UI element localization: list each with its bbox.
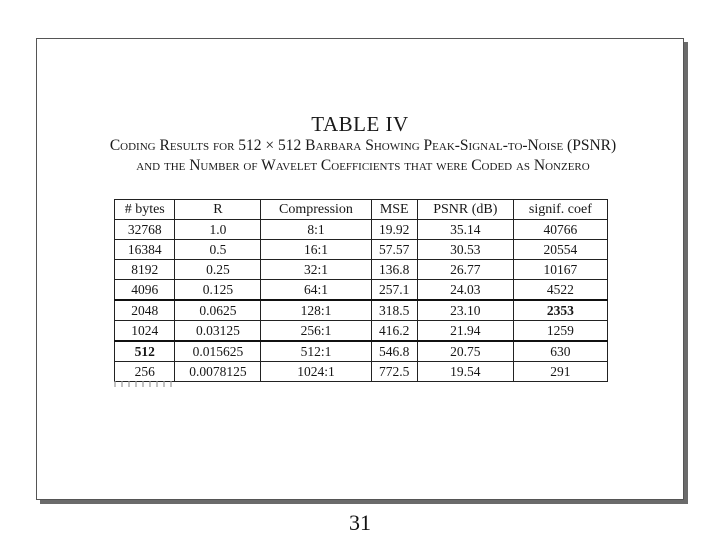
cell-rate: 0.0625 <box>175 300 261 321</box>
cell-bytes: 256 <box>115 362 175 382</box>
header-mse: MSE <box>371 200 417 220</box>
cell-signif-coef: 10167 <box>513 260 607 280</box>
table-row <box>115 240 608 260</box>
cell-signif-coef: 291 <box>513 362 607 382</box>
cell-psnr: 35.14 <box>417 220 513 240</box>
cell-signif-coef: 2353 <box>513 300 607 321</box>
cell-bytes: 512 <box>115 341 175 362</box>
table-header-row <box>115 200 608 220</box>
cell-signif-coef: 20554 <box>513 240 607 260</box>
table-row <box>115 300 608 321</box>
coding-results-table <box>114 199 608 382</box>
table-row <box>115 220 608 240</box>
cell-compression: 64:1 <box>261 280 371 301</box>
scan-artifact <box>114 381 174 387</box>
cell-compression: 1024:1 <box>261 362 371 382</box>
cell-rate: 0.125 <box>175 280 261 301</box>
cell-rate: 1.0 <box>175 220 261 240</box>
cell-compression: 256:1 <box>261 321 371 342</box>
cell-bytes: 16384 <box>115 240 175 260</box>
cell-rate: 0.03125 <box>175 321 261 342</box>
header-bytes: # bytes <box>115 200 175 220</box>
cell-signif-coef: 4522 <box>513 280 607 301</box>
cell-rate: 0.5 <box>175 240 261 260</box>
cell-psnr: 20.75 <box>417 341 513 362</box>
table-row <box>115 280 608 301</box>
table-row <box>115 260 608 280</box>
header-rate: R <box>175 200 261 220</box>
cell-mse: 257.1 <box>371 280 417 301</box>
header-compression: Compression <box>261 200 371 220</box>
cell-compression: 8:1 <box>261 220 371 240</box>
table-title: TABLE IV <box>311 112 409 136</box>
cell-bytes: 4096 <box>115 280 175 301</box>
cell-mse: 318.5 <box>371 300 417 321</box>
cell-signif-coef: 1259 <box>513 321 607 342</box>
cell-psnr: 21.94 <box>417 321 513 342</box>
cell-mse: 57.57 <box>371 240 417 260</box>
cell-psnr: 26.77 <box>417 260 513 280</box>
cell-rate: 0.25 <box>175 260 261 280</box>
cell-mse: 416.2 <box>371 321 417 342</box>
cell-compression: 16:1 <box>261 240 371 260</box>
cell-compression: 512:1 <box>261 341 371 362</box>
cell-mse: 546.8 <box>371 341 417 362</box>
table-container <box>114 199 608 380</box>
cell-psnr: 19.54 <box>417 362 513 382</box>
table-row <box>115 321 608 342</box>
cell-rate: 0.0078125 <box>175 362 261 382</box>
cell-bytes: 2048 <box>115 300 175 321</box>
cell-signif-coef: 40766 <box>513 220 607 240</box>
header-psnr: PSNR (dB) <box>417 200 513 220</box>
cell-signif-coef: 630 <box>513 341 607 362</box>
table-row <box>115 341 608 362</box>
cell-compression: 32:1 <box>261 260 371 280</box>
cell-mse: 136.8 <box>371 260 417 280</box>
cell-mse: 772.5 <box>371 362 417 382</box>
table-row <box>115 362 608 382</box>
cell-psnr: 23.10 <box>417 300 513 321</box>
page-number: 31 <box>349 510 371 535</box>
cell-bytes: 1024 <box>115 321 175 342</box>
header-signif-coef: signif. coef <box>513 200 607 220</box>
cell-rate: 0.015625 <box>175 341 261 362</box>
cell-compression: 128:1 <box>261 300 371 321</box>
cell-psnr: 30.53 <box>417 240 513 260</box>
cell-bytes: 8192 <box>115 260 175 280</box>
table-caption: Coding Results for 512 × 512 Barbara Showing Peak-Signal-to-Noise (PSNR) and the Number of Wavelet Coefficients that were Coded as Nonzero <box>109 137 617 174</box>
cell-psnr: 24.03 <box>417 280 513 301</box>
cell-mse: 19.92 <box>371 220 417 240</box>
cell-bytes: 32768 <box>115 220 175 240</box>
